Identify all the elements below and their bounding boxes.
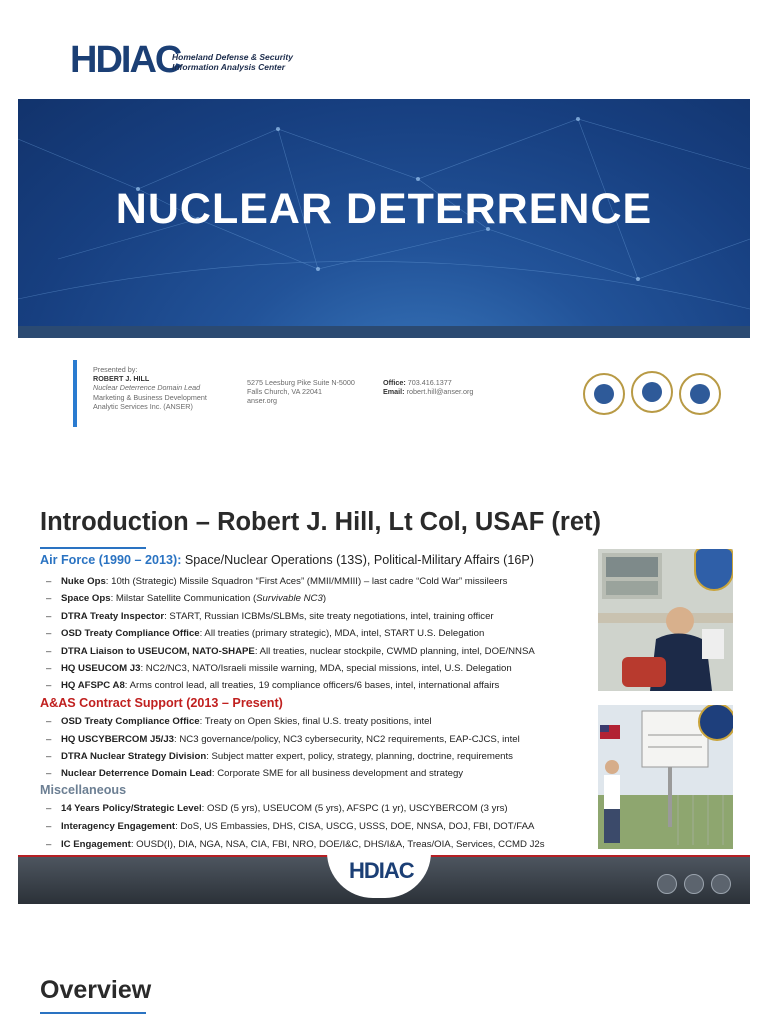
overview-title: Overview (40, 976, 152, 1004)
presenter-address (247, 378, 355, 406)
footer-seal-3-icon (711, 874, 731, 894)
address-line2: Falls Church, VA 22041 (247, 387, 322, 397)
footer-seal-1-icon (657, 874, 677, 894)
presenter-block (73, 360, 753, 430)
presenter-org: Analytic Services Inc. (ANSER) (93, 401, 193, 411)
section-rule (40, 547, 146, 549)
footer-seal-2-icon (684, 874, 704, 894)
hdiac-logo-mark: HDIAC (70, 39, 181, 81)
bullet-item: – DTRA Liaison to USEUCOM, NATO-SHAPE: All treaties, nuclear stockpile, CWMD planning, intel, DOE/NNSA (46, 646, 535, 657)
presenter-info (93, 365, 207, 411)
missile-console-photo (598, 549, 733, 691)
section-heading-label: Air Force (1990 – 2013): (40, 553, 182, 567)
bullet-item: – DTRA Nuclear Strategy Division: Subject matter expert, policy, strategy, planning, doctrine, requirements (46, 751, 513, 762)
slide-title: NUCLEAR DETERRENCE (115, 185, 653, 233)
section-heading-rest: Space/Nuclear Operations (13S), Political-Military Affairs (16P) (181, 553, 534, 567)
address-web[interactable]: anser.org (247, 396, 277, 406)
treaty-site-photo (598, 705, 733, 849)
email-address[interactable]: robert.hill@anser.org (406, 387, 474, 397)
hdiac-logo (70, 38, 300, 82)
overview-rule (40, 1012, 146, 1014)
banner-strip (18, 326, 750, 338)
section-heading-contract: A&AS Contract Support (2013 – Present) (40, 696, 283, 710)
dod-seal-icon (583, 373, 625, 415)
bullet-item: – HQ USEUCOM J3: NC2/NC3, NATO/Israeli missile warning, MDA, special missions, intel, U.S. Delegation (46, 663, 512, 674)
address-line1: 5275 Leesburg Pike Suite N-5000 (247, 378, 355, 387)
presenter-contact (383, 378, 473, 396)
bullet-item: – DTRA Treaty Inspector: START, Russian ICBMs/SLBMs, site treaty negotiations, intel, training officer (46, 611, 494, 622)
logo-name-line2: Information Analysis Center (172, 62, 286, 72)
bullet-item: – OSD Treaty Compliance Office: All treaties (primary strategic), MDA, intel, START U.S. Delegation (46, 628, 485, 639)
bullet-item: – HQ USCYBERCOM J5/J3: NC3 governance/policy, NC3 cybersecurity, NC2 requirements, EAP-CJCS, intel (46, 734, 520, 745)
bullet-item: – Nuclear Deterrence Domain Lead: Corporate SME for all business development and strategy (46, 768, 464, 779)
afspc-shield-icon (694, 549, 733, 591)
bullet-item: – HQ AFSPC A8: Arms control lead, all treaties, 19 compliance officers/6 bases, intel, international affairs (46, 680, 500, 691)
bullet-item: – IC Engagement: OUSD(I), DIA, NGA, NSA, CIA, FBI, NRO, DOE/I&C, DHS/I&A, Treas/OIA, Services, CCMD J2s (46, 839, 545, 850)
presenter-name: ROBERT J. HILL (93, 374, 150, 384)
title-banner (18, 99, 750, 326)
email-label: Email: (383, 387, 405, 397)
seal-group (583, 371, 753, 417)
dtra-seal-icon (698, 705, 733, 741)
bullet-item: – 14 Years Policy/Strategic Level: OSD (5 yrs), USEUCOM (5 yrs), AFSPC (1 yr), USCYBERCOM (3 yrs) (46, 803, 508, 814)
office-label: Office: (383, 378, 406, 387)
hdiac-logo-text (172, 52, 293, 72)
presenter-accent-bar (73, 360, 77, 427)
bullet-item: – OSD Treaty Compliance Office: Treaty on Open Skies, final U.S. treaty positions, intel (46, 716, 432, 727)
bullet-item: – Space Ops: Milstar Satellite Communication (Survivable NC3) (46, 593, 327, 604)
office-phone: 703.416.1377 (407, 378, 452, 387)
osd-seal-icon (679, 373, 721, 415)
bullet-item: – Interagency Engagement: DoS, US Embassies, DHS, CISA, USCG, USSS, DOE, NNSA, DOJ, FBI, DOT/FAA (46, 821, 535, 832)
footer-logo-mark: HDIAC (349, 858, 414, 883)
presenter-dept: Marketing & Business Development (93, 392, 207, 402)
dtic-seal-icon (631, 371, 673, 413)
intro-title: Introduction – Robert J. Hill, Lt Col, USAF (ret) (40, 508, 601, 536)
section-heading-misc: Miscellaneous (40, 783, 127, 797)
presenter-role: Nuclear Deterrence Domain Lead (93, 383, 201, 393)
logo-name-line1: Homeland Defense & Security (172, 52, 293, 62)
section-heading-air-force (40, 553, 534, 567)
presented-by-label: Presented by: (93, 365, 138, 374)
bullet-item: – Nuke Ops: 10th (Strategic) Missile Squadron “First Aces” (MMII/MMIII) – last cadre “Cold War” missileers (46, 576, 508, 587)
